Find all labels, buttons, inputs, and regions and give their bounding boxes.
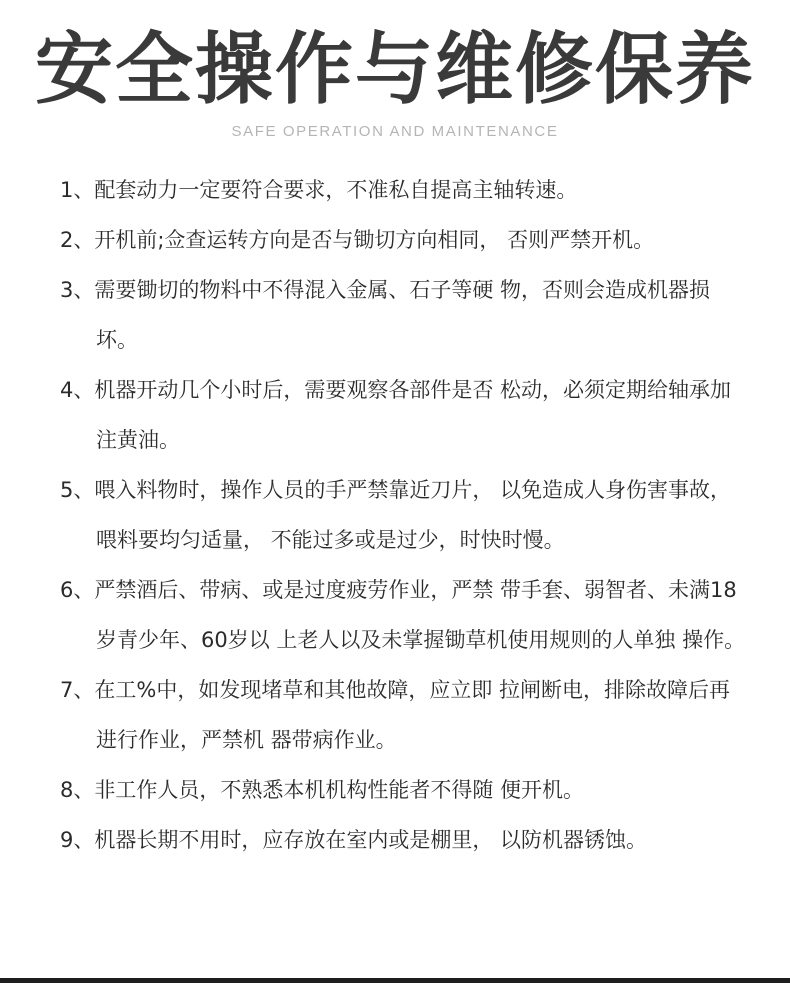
list-item: 2、开机前;佥查运转方向是否与锄切方向相同， 否则严禁开机。 (60, 228, 655, 252)
page-title: 安全操作与维修保养 (34, 25, 755, 115)
list-item: 5、喂入料物时，操作人员的手严禁靠近刀片， 以免造成人身伤害事故，喂料要均匀适量， 不能过多或是过少，时快时慢。 (60, 478, 732, 552)
list-item: 1、配套动力一定要符合要求，不准私自提高主轴转速。 (60, 178, 578, 202)
list-item: 9、机器长期不用时，应存放在室内或是棚里， 以防机器锈蚀。 (60, 828, 648, 852)
safety-instructions-list (60, 165, 750, 865)
list-item: 7、在工%中，如发现堵草和其他故障，应立即 拉闸断电，排除故障后再进行作业，严禁机 器带病作业。 (60, 678, 730, 752)
list-item: 8、非工作人员，不熟悉本机机构性能者不得随 便开机。 (60, 778, 585, 802)
list-item: 6、严禁酒后、带病、或是过度疲劳作业，严禁 带手套、弱智者、未满18岁青少年、60岁以 上老人以及未掌握锄草机使用规则的人单独 操作。 (60, 578, 746, 652)
list-item: 3、需要锄切的物料中不得混入金属、石子等硬 物，否则会造成机器损坏。 (60, 278, 711, 352)
page-subtitle: SAFE OPERATION AND MAINTENANCE (231, 123, 559, 140)
bottom-divider (0, 978, 790, 983)
list-item: 4、机器开动几个小时后，需要观察各部件是否 松动，必须定期给轴承加注黄油。 (60, 378, 732, 452)
